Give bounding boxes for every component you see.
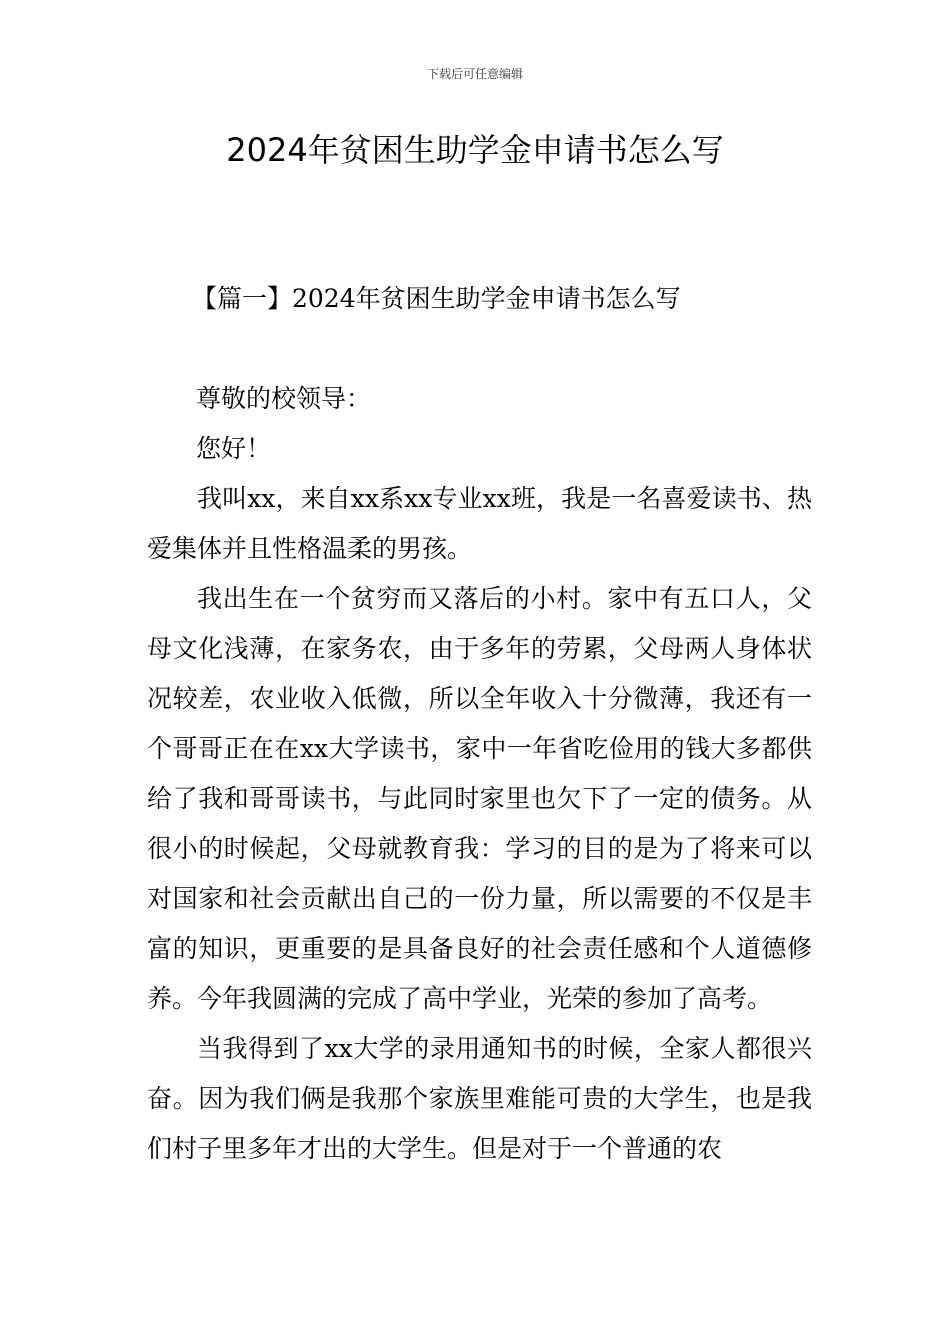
salutation: 尊敬的校领导： bbox=[196, 384, 372, 413]
paragraph-admission: 当我得到了xx大学的录用通知书的时候，全家人都很兴奋。因为我们俩是我那个家族里难能可贵的大学生，也是我们村子里多年才出的大学生。但是对于一个普通的农 bbox=[147, 1034, 812, 1163]
greeting: 您好！ bbox=[196, 434, 272, 463]
document-title: 2024年贫困生助学金申请书怎么写 bbox=[226, 131, 724, 169]
header-note: 下载后可任意编辑 bbox=[426, 67, 523, 81]
letter-body bbox=[147, 474, 812, 1174]
paragraph-introduction: 我叫xx，来自xx系xx专业xx班，我是一名喜爱读书、热爱集体并且性格温柔的男孩。 bbox=[147, 484, 812, 563]
section-heading: 【篇一】2024年贫困生助学金申请书怎么写 bbox=[192, 284, 681, 313]
paragraph-family-background: 我出生在一个贫穷而又落后的小村。家中有五口人，父母文化浅薄，在家务农，由于多年的劳累，父母两人身体状况较差，农业收入低微，所以全年收入十分微薄，我还有一个哥哥正在在xx大学读书，家中一年省吃俭用的钱大多都供给了我和哥哥读书，与此同时家里也欠下了一定的债务。从很小的时候起，父母就教育我：学习的目的是为了将来可以对国家和社会贡献出自己的一份力量，所以需要的不仅是丰富的知识，更重要的是具备良好的社会责任感和个人道德修养。今年我圆满的完成了高中学业，光荣的参加了高考。 bbox=[147, 584, 812, 1013]
